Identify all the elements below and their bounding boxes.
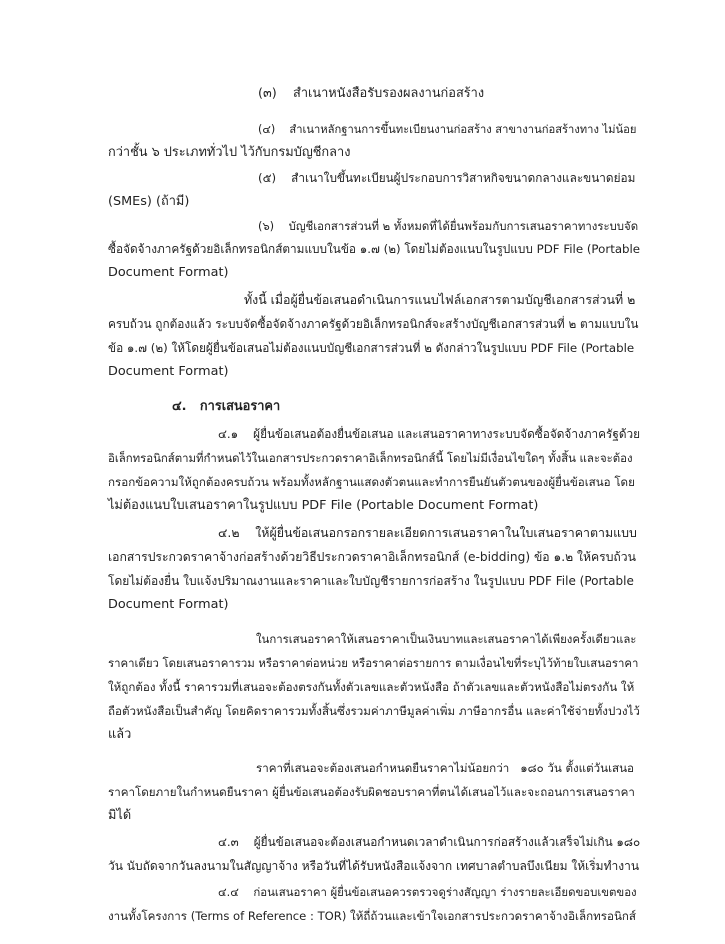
submit-paragraph-cont: ครบถ้วน ถูกต้องแล้ว ระบบจัดซื้อจัดจ้างภาครัฐด้วยอิเล็กทรอนิกส์จะสร้างบัญชีเอกสารส่วนที่ ๒ ตามแบบใน xyxy=(108,317,639,331)
price-paragraph-cont3: ถือตัวหนังสือเป็นสำคัญ โดยคิดราคารวมทั้งสิ้นซึ่งรวมค่าภาษีมูลค่าเพิ่ม ภาษีอากรอื่น และค่าใช้จ่ายทั้งปวงไว้ xyxy=(108,704,640,718)
clause-4-1: ๔.๑ ผู้ยื่นข้อเสนอต้องยื่นข้อเสนอ และเสนอราคาทางระบบจัดซื้อจัดจ้างภาครัฐด้วย xyxy=(218,427,641,441)
clause-4-4: ๔.๔ ก่อนเสนอราคา ผู้ยื่นข้อเสนอควรตรวจดูร่างสัญญา ร่างรายละเอียดขอบเขตของ xyxy=(218,885,637,899)
section-4-heading: ๔. การเสนอราคา xyxy=(172,399,281,414)
price-paragraph-cont2: ให้ถูกต้อง ทั้งนี้ ราคารวมที่เสนอจะต้องตรงกันทั้งตัวเลขและตัวหนังสือ ถ้าตัวเลขและตัวหนังสือไม่ตรงกัน ให้ xyxy=(108,680,635,694)
submit-paragraph: ทั้งนี้ เมื่อผู้ยื่นข้อเสนอดำเนินการแนบไฟล์เอกสารตามบัญชีเอกสารส่วนที่ ๒ xyxy=(244,292,636,307)
validity-paragraph: ราคาที่เสนอจะต้องเสนอกำหนดยืนราคาไม่น้อยกว่า ๑๘๐ วัน ตั้งแต่วันเสนอ xyxy=(256,761,635,775)
price-paragraph-cont: ราคาเดียว โดยเสนอราคารวม หรือราคาต่อหน่วย หรือราคาต่อรายการ ตามเงื่อนไขที่ระบุไว้ท้ายใบเสนอราคา xyxy=(108,656,639,670)
item-3-text: (๓) สำเนาหนังสือรับรองผลงานก่อสร้าง xyxy=(258,86,485,101)
clause-4-1-cont3: ไม่ต้องแนบใบเสนอราคาในรูปแบบ PDF File (Portable Document Format) xyxy=(108,498,539,513)
clause-4-4-cont: งานทั้งโครงการ (Terms of Reference : TOR) ให้ถี่ถ้วนและเข้าใจเอกสารประกวดราคาจ้างอิเล็กทรอนิกส์ xyxy=(108,909,636,923)
item-4-text: (๔) สำเนาหลักฐานการขึ้นทะเบียนงานก่อสร้าง สาขางานก่อสร้างทาง ไม่น้อย xyxy=(258,123,637,136)
validity-paragraph-cont: ราคาโดยภายในกำหนดยืนราคา ผู้ยื่นข้อเสนอต้องรับผิดชอบราคาที่ตนได้เสนอไว้และจะถอนการเสนอราคา xyxy=(108,785,635,799)
clause-4-3: ๔.๓ ผู้ยื่นข้อเสนอจะต้องเสนอกำหนดเวลาดำเนินการก่อสร้างแล้วเสร็จไม่เกิน ๑๘๐ xyxy=(218,835,641,849)
clause-4-2-cont: เอกสารประกวดราคาจ้างก่อสร้างด้วยวิธีประกวดราคาอิเล็กทรอนิกส์ (e-bidding) ข้อ ๑.๒ ให้ครบถ้วน xyxy=(108,550,636,564)
price-paragraph: ในการเสนอราคาให้เสนอราคาเป็นเงินบาทและเสนอราคาได้เพียงครั้งเดียวและ xyxy=(256,632,637,646)
submit-paragraph-cont3: Document Format) xyxy=(108,364,229,379)
item-6-text: (๖) บัญชีเอกสารส่วนที่ ๒ ทั้งหมดที่ได้ยื่นพร้อมกับการเสนอราคาทางระบบจัด xyxy=(258,219,639,233)
item-4-text-cont: กว่าชั้น ๖ ประเภททั่วไป ไว้กับกรมบัญชีกลาง xyxy=(108,145,351,160)
clause-4-2-cont3: Document Format) xyxy=(108,597,229,612)
item-5-text-cont: (SMEs) (ถ้ามี) xyxy=(108,194,190,209)
clause-4-1-cont2: กรอกข้อความให้ถูกต้องครบถ้วน พร้อมทั้งหลักฐานแสดงตัวตนและทำการยืนยันตัวตนของผู้ยื่นข้อเสนอ โดย xyxy=(108,475,635,489)
clause-4-2: ๔.๒ ให้ผู้ยื่นข้อเสนอกรอกรายละเอียดการเสนอราคาในใบเสนอราคาตามแบบ xyxy=(218,525,637,540)
validity-paragraph-cont2: มิได้ xyxy=(108,808,132,823)
item-6-text-cont2: Document Format) xyxy=(108,265,229,280)
submit-paragraph-cont2: ข้อ ๑.๗ (๒) ให้โดยผู้ยื่นข้อเสนอไม่ต้องแนบบัญชีเอกสารส่วนที่ ๒ ดังกล่าวในรูปแบบ PDF File (Portable xyxy=(108,341,635,355)
item-5-text: (๕) สำเนาใบขึ้นทะเบียนผู้ประกอบการวิสาหกิจขนาดกลางและขนาดย่อม xyxy=(258,171,636,185)
clause-4-2-cont2: โดยไม่ต้องยื่น ใบแจ้งปริมาณงานและราคาและใบบัญชีรายการก่อสร้าง ในรูปแบบ PDF File (Portable xyxy=(108,574,634,588)
clause-4-3-cont: วัน นับถัดจากวันลงนามในสัญญาจ้าง หรือวันที่ได้รับหนังสือแจ้งจาก เทศบาลตำบลบึงเนียม ให้เริ่มทำงาน xyxy=(108,859,640,873)
item-6-text-cont: ซื้อจัดจ้างภาครัฐด้วยอิเล็กทรอนิกส์ตามแบบในข้อ ๑.๗ (๒) โดยไม่ต้องแนบในรูปแบบ PDF File (Portable xyxy=(108,242,641,256)
clause-4-1-cont: อิเล็กทรอนิกส์ตามที่กำหนดไว้ในเอกสารประกวดราคาอิเล็กทรอนิกส์นี้ โดยไม่มีเงื่อนไขใดๆ ทั้งสิ้น และจะต้อง xyxy=(108,451,633,465)
price-paragraph-cont4: แล้ว xyxy=(108,727,132,742)
